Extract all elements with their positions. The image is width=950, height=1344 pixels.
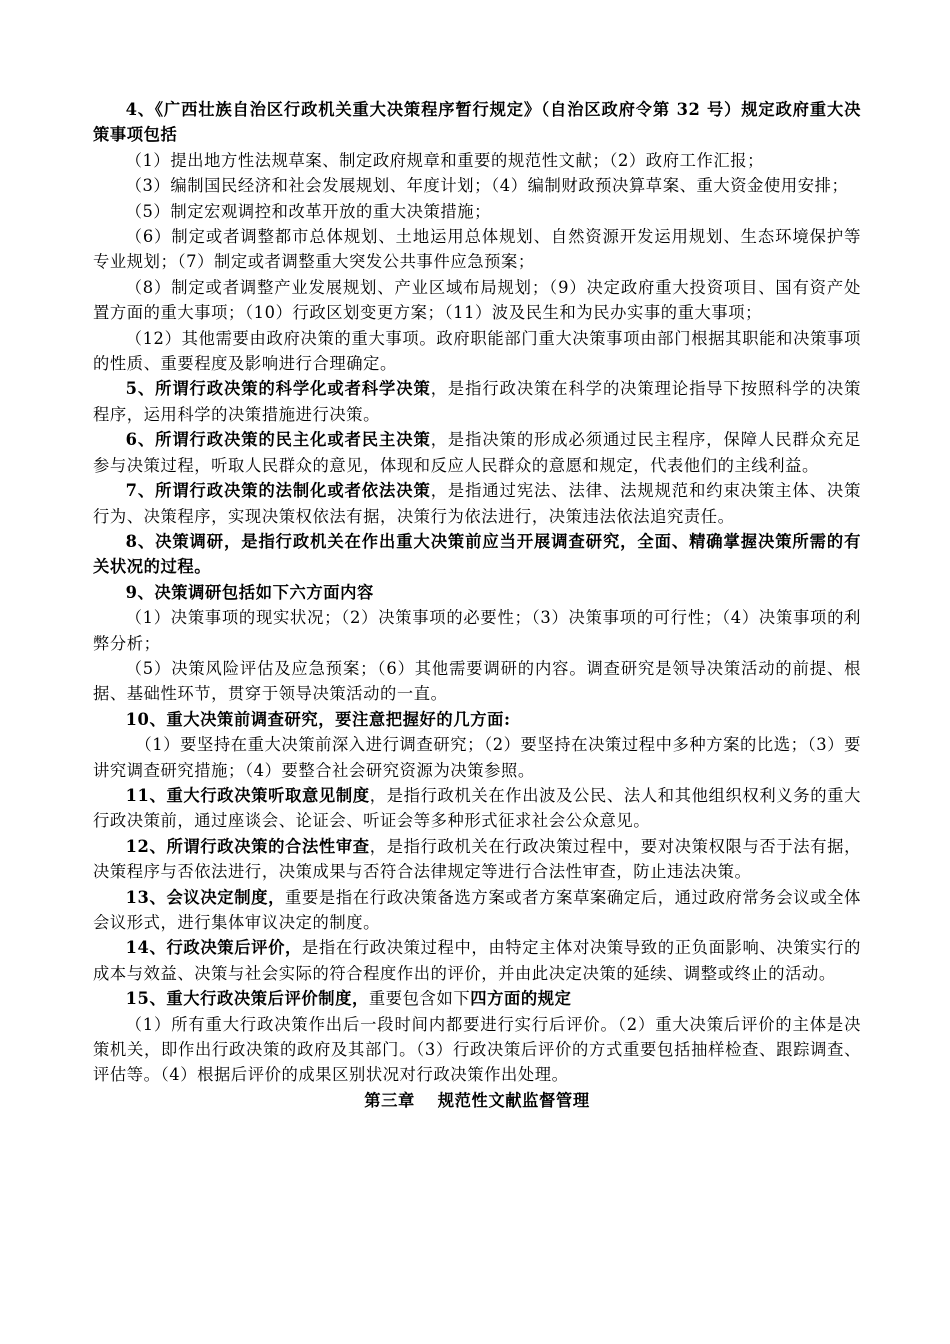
item-9-heading: 9、决策调研包括如下六方面内容 [125, 582, 374, 602]
item-14: 14、行政决策后评价，是指在行政决策过程中，由特定主体对决策导致的正负面影响、决策实行的成本与效益、决策与社会实际的符合程度作出的评价，并由此决定决策的延续、调整或终止的活动。 [93, 938, 861, 983]
document-page [93, 97, 861, 1113]
item-9-sub-1: （1）决策事项的现实状况；（2）决策事项的必要性；（3）决策事项的可行性；（4）决策事项的利弊分析； [93, 608, 861, 653]
item-10-heading: 10、重大决策前调查研究，要注意把握好的几方面: [125, 709, 511, 729]
item-6: 6、所谓行政决策的民主化或者民主决策，是指决策的形成必须通过民主程序，保障人民群众充足参与决策过程，听取人民群众的意见，体现和反应人民群众的意愿和规定，代表他们的主线利益。 [93, 430, 861, 475]
item-15-heading: 15、重大行政决策后评价制度，重要包含如下四方面的规定 [125, 989, 572, 1009]
item-13: 13、会议决定制度，重要是指在行政决策备选方案或者方案草案确定后，通过政府常务会议或全体会议形式，进行集体审议决定的制度。 [93, 887, 861, 932]
item-4-sub-4: （6）制定或者调整都市总体规划、土地运用总体规划、自然资源开发运用规划、生态环境保护等专业规划；（7）制定或者调整重大突发公共事件应急预案； [93, 227, 861, 272]
item-12: 12、所谓行政决策的合法性审查，是指行政机关在行政决策过程中，要对决策权限与否于法有据，决策程序与否依法进行，决策成果与否符合法律规定等进行合法性审查，防止违法决策。 [93, 836, 861, 882]
chapter-number: 第三章 [364, 1090, 415, 1110]
item-4-heading: 4、《广西壮族自治区行政机关重大决策程序暂行规定》（自治区政府令第 32 号）规定政府重大决策事项包括 [93, 100, 861, 145]
chapter-heading [93, 1088, 861, 1113]
item-4-sub-5: （8）制定或者调整产业发展规划、产业区域布局规划；（9）决定政府重大投资项目、国有资产处置方面的重大事项；（10）行政区划变更方案；（11）波及民生和为民办实事的重大事项； [93, 277, 861, 323]
item-4-sub-3: （5）制定宏观调控和改革开放的重大决策措施； [125, 201, 492, 221]
item-10-sub: （1）要坚持在重大决策前深入进行调查研究；（2）要坚持在决策过程中多种方案的比选；（3）要讲究调查研究措施；（4）要整合社会研究资源为决策参照。 [93, 735, 861, 780]
chapter-title: 规范性文献监督管理 [437, 1090, 590, 1110]
item-15-sub: （1）所有重大行政决策作出后一段时间内都要进行实行后评价。（2）重大决策后评价的主体是决策机关，即作出行政决策的政府及其部门。（3）行政决策后评价的方式重要包括抽样检查、跟踪调查、评估等。（4）根据后评价的成果区别状况对行政决策作出处理。 [93, 1014, 861, 1085]
item-4-sub-1: （1）提出地方性法规草案、制定政府规章和重要的规范性文献；（2）政府工作汇报； [125, 150, 764, 170]
item-8: 8、决策调研，是指行政机关在作出重大决策前应当开展调查研究，全面、精确掌握决策所需的有关状况的过程。 [93, 531, 861, 577]
item-4-sub-6: （12）其他需要由政府决策的重大事项。政府职能部门重大决策事项由部门根据其职能和决策事项的性质、重要程度及影响进行合理确定。 [93, 328, 861, 374]
item-4-sub-2: （3）编制国民经济和社会发展规划、年度计划；（4）编制财政预决算草案、重大资金使用安排； [125, 176, 849, 196]
item-5: 5、所谓行政决策的科学化或者科学决策，是指行政决策在科学的决策理论指导下按照科学的决策程序，运用科学的决策措施进行决策。 [93, 379, 861, 424]
item-9-sub-2: （5）决策风险评估及应急预案；（6）其他需要调研的内容。调查研究是领导决策活动的前提、根据、基础性环节，贯穿于领导决策活动的一直。 [93, 658, 861, 704]
item-11: 11、重大行政决策听取意见制度，是指行政机关在作出波及公民、法人和其他组织权利义务的重大行政决策前，通过座谈会、论证会、听证会等多种形式征求社会公众意见。 [93, 785, 861, 831]
item-7: 7、所谓行政决策的法制化或者依法决策，是指通过宪法、法律、法规规范和约束决策主体、决策行为、决策程序，实现决策权依法有据，决策行为依法进行，决策违法依法追究责任。 [93, 481, 861, 526]
